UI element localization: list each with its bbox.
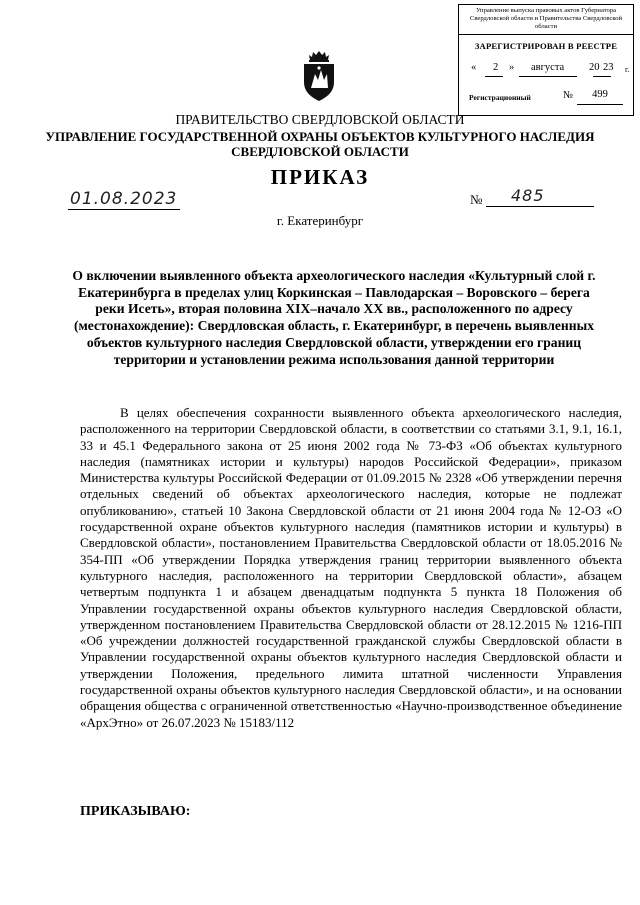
stamp-year-prefix: 20 <box>589 62 600 73</box>
stamp-year-unit: г. <box>625 65 630 74</box>
stamp-close-quote: » <box>509 62 515 73</box>
stamp-header: Управление выпуска правовых актов Губернатора Свердловской области и Правительства Свердловской области <box>459 5 633 35</box>
stamp-year-suffix: 23 <box>603 62 614 73</box>
stamp-number-line <box>577 104 623 105</box>
coat-of-arms-icon <box>301 50 337 102</box>
number-underline <box>486 206 594 207</box>
document-title: О включении выявленного объекта археологического наследия «Культурный слой г. Екатеринбурга в пределах улиц Коркинская – Павлодарская – Воровского – берега реки Исеть», вторая половина XIX–начало XX вв., расположенного по адресу (местонахождение): Свердловская область, г. Екатеринбург, в перечень выявленных объектов культурного наследия Свердловской области, утверждении его границ территории и установлении режима использования данной территории <box>72 268 596 367</box>
document-city: г. Екатеринбург <box>276 213 364 228</box>
stamp-registered-label: ЗАРЕГИСТРИРОВАН В РЕЕСТРЕ <box>474 41 618 51</box>
document-type: ПРИКАЗ <box>270 165 370 189</box>
body-paragraph: В целях обеспечения сохранности выявленного объекта археологического наследия, расположенного на территории Свердловской области, в соответствии со статьями 3.1, 9.1, 16.1, 33 и 45.1 Федерального закона от 25 июня 2002 года № 73-ФЗ «Об объектах культурного наследия (памятниках истории и культуры) народов Российской Федерации», приказом Министерства культуры Российской Федерации от 01.09.2015 № 2328 «Об утверждении перечня отдельных сведений об объектах археологического наследия, которые не подлежат опубликованию», статьей 10 Закона Свердловской области от 21 июня 2004 года № 12-ОЗ «О государственной охране объектов культурного наследия (памятников истории и культуры) в Свердловской области», постановлением Правительства Свердловской области от 18.05.2016 № 354-ПП «Об утверждении Порядка утверждения границ территории выявленного объекта культурного наследия, расположенного на территории Свердловской области», абзацем четвертым подпункта 1 и абзацем двенадцатым подпункта 5 пункта 18 Положения об Управлении государственной охраны объектов культурного наследия Свердловской области, утвержденном постановлением Правительства Свердловской области от 28.12.2015 № 1216-ПП «Об учреждении должностей государственной гражданской службы Свердловской области в Управлении государственной охраны объектов культурного наследия Свердловской области и утверждении Положения, предельного лимита штатной численности Управления государственной охраны объектов культурного наследия Свердловской области», и на основании обращения общества с ограниченной ответственностью «Научно-производственное объединение «АрхЭтно» от 26.07.2023 № 15183/112 <box>80 405 622 730</box>
stamp-day: 2 <box>493 62 499 73</box>
document-date: 01.08.2023 <box>70 189 178 209</box>
date-underline <box>68 209 180 210</box>
document-body <box>80 405 622 731</box>
government-name: ПРАВИТЕЛЬСТВО СВЕРДЛОВСКОЙ ОБЛАСТИ <box>175 112 465 127</box>
organization-name: УПРАВЛЕНИЕ ГОСУДАРСТВЕННОЙ ОХРАНЫ ОБЪЕКТОВ КУЛЬТУРНОГО НАСЛЕДИЯ СВЕРДЛОВСКОЙ ОБЛАСТИ <box>45 129 595 159</box>
stamp-date <box>469 62 630 76</box>
stamp-month-line <box>519 76 577 77</box>
stamp-number: 499 <box>592 89 608 100</box>
stamp-number-sign: № <box>563 90 574 101</box>
document-number-sign: № <box>470 192 483 207</box>
stamp-month: августа <box>531 62 565 73</box>
stamp-year-line <box>593 76 611 77</box>
order-heading: ПРИКАЗЫВАЮ: <box>80 804 191 819</box>
registration-stamp <box>458 4 634 116</box>
stamp-number-label: Регистрационный <box>469 93 531 102</box>
document-number: 485 <box>511 186 545 205</box>
stamp-day-line <box>485 76 503 77</box>
stamp-open-quote: « <box>471 62 477 73</box>
